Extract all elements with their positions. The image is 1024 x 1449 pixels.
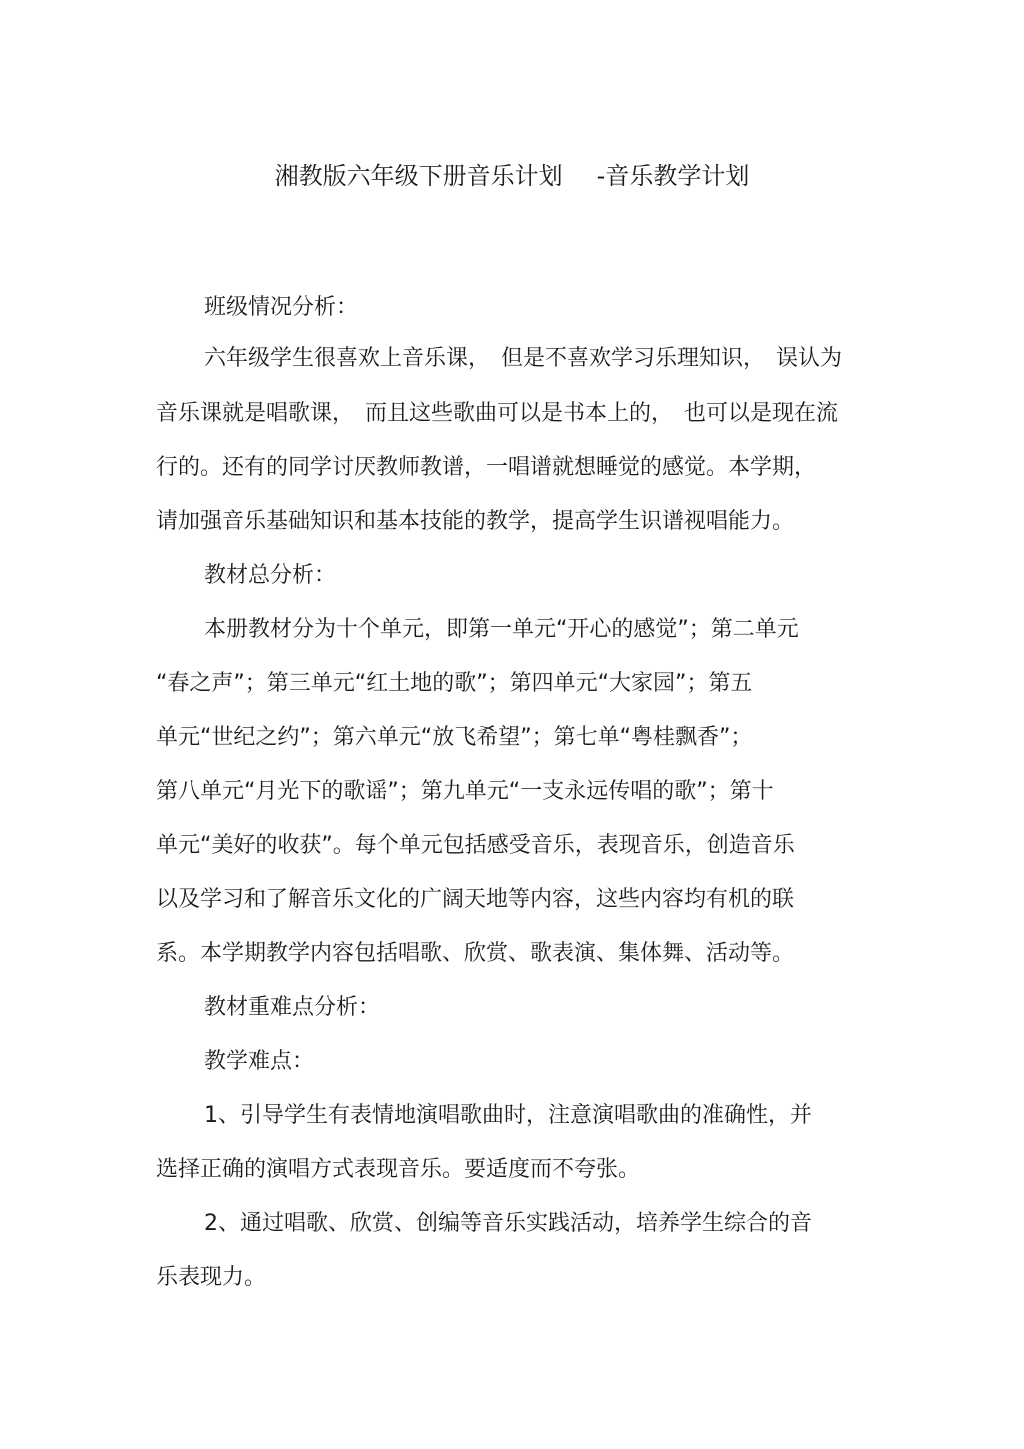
paragraph-line: 行的。还有的同学讨厌教师教谱，一唱谱就想睡觉的感觉。本学期，	[156, 455, 817, 480]
title-suffix: -音乐教学计划	[596, 162, 750, 190]
paragraph-line: “春之声”；第三单元“红土地的歌”；第四单元“大家园”；第五	[156, 671, 753, 696]
list-item-line: 选择正确的演唱方式表现音乐。要适度而不夸张。	[156, 1157, 641, 1182]
document-title	[0, 156, 1024, 196]
paragraph-line: 第八单元“月光下的歌谣”；第九单元“一支永远传唱的歌”；第十	[156, 779, 774, 804]
paragraph-line: 单元“美好的收获”。每个单元包括感受音乐，表现音乐，创造音乐	[156, 833, 795, 858]
paragraph-line: 单元“世纪之约”；第六单元“放飞希望”；第七单“粤桂飘香”；	[156, 725, 753, 750]
paragraph-line: 本册教材分为十个单元，即第一单元“开心的感觉”；第二单元	[204, 617, 799, 642]
paragraph-line: 请加强音乐基础知识和基本技能的教学，提高学生识谱视唱能力。	[156, 509, 795, 534]
paragraph-line: 以及学习和了解音乐文化的广阔天地等内容，这些内容均有机的联	[156, 887, 795, 912]
section-heading-key-points: 教材重难点分析：	[204, 995, 381, 1020]
list-item-line: 乐表现力。	[156, 1265, 267, 1290]
title-main: 湘教版六年级下册音乐计划	[274, 162, 563, 190]
list-item-line: 1、引导学生有表情地演唱歌曲时，注意演唱歌曲的准确性，并	[204, 1103, 812, 1128]
paragraph-line: 系。本学期教学内容包括唱歌、欣赏、歌表演、集体舞、活动等。	[156, 941, 795, 966]
section-heading-material-analysis: 教材总分析：	[204, 563, 337, 588]
section-heading-teaching-difficulties: 教学难点：	[204, 1049, 315, 1074]
paragraph-line: 音乐课就是唱歌课， 而且这些歌曲可以是书本上的， 也可以是现在流	[156, 401, 839, 426]
list-item-line: 2、通过唱歌、欣赏、创编等音乐实践活动，培养学生综合的音	[204, 1211, 812, 1236]
section-heading-class-analysis: 班级情况分析：	[204, 295, 359, 320]
paragraph-line: 六年级学生很喜欢上音乐课， 但是不喜欢学习乐理知识， 误认为	[204, 346, 843, 371]
